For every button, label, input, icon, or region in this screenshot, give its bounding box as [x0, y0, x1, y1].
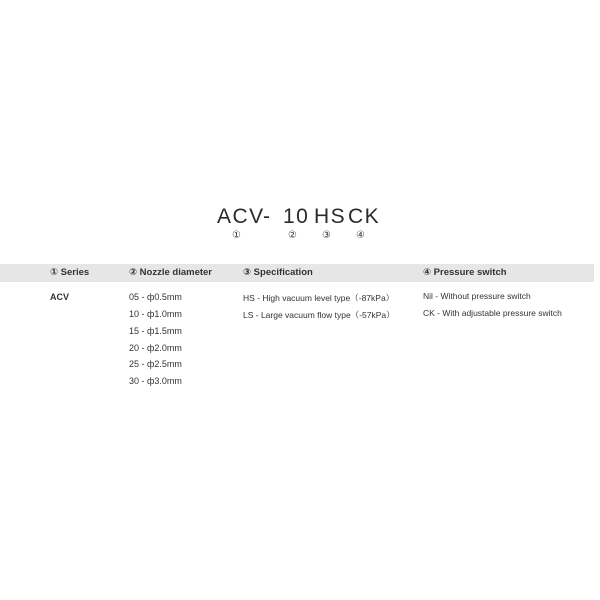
- header-pressure-switch: ④ Pressure switch: [423, 267, 507, 278]
- code-spec: HS: [314, 205, 347, 228]
- series-value: ACV: [50, 292, 70, 302]
- code-dash: -: [263, 205, 272, 228]
- table-header: [0, 264, 594, 282]
- nozzle-option: 10 - ф1.0mm: [129, 309, 182, 319]
- code-switch: CK: [348, 205, 381, 228]
- header-series: ① Series: [50, 267, 90, 278]
- marker-4: ④: [356, 230, 365, 241]
- marker-3: ③: [322, 230, 331, 241]
- header-nozzle-diameter: ② Nozzle diameter: [129, 267, 213, 278]
- nozzle-option: 20 - ф2.0mm: [129, 343, 182, 353]
- nozzle-option: 15 - ф1.5mm: [129, 326, 182, 336]
- header-specification: ③ Specification: [243, 267, 313, 278]
- nozzle-option: 30 - ф3.0mm: [129, 376, 182, 386]
- marker-2: ②: [288, 230, 297, 241]
- model-code: [0, 205, 600, 231]
- spec-option-hs: HS - High vacuum level type（-87kPa）: [243, 293, 395, 303]
- switch-option-ck: CK - With adjustable pressure switch: [423, 308, 562, 318]
- nozzle-option: 05 - ф0.5mm: [129, 292, 182, 302]
- code-nozzle: 10: [283, 205, 310, 228]
- nozzle-option: 25 - ф2.5mm: [129, 359, 182, 369]
- code-series: ACV: [217, 205, 265, 228]
- marker-1: ①: [232, 230, 241, 241]
- switch-option-nil: Nil - Without pressure switch: [423, 291, 531, 301]
- spec-option-ls: LS - Large vacuum flow type（-57kPa）: [243, 310, 395, 320]
